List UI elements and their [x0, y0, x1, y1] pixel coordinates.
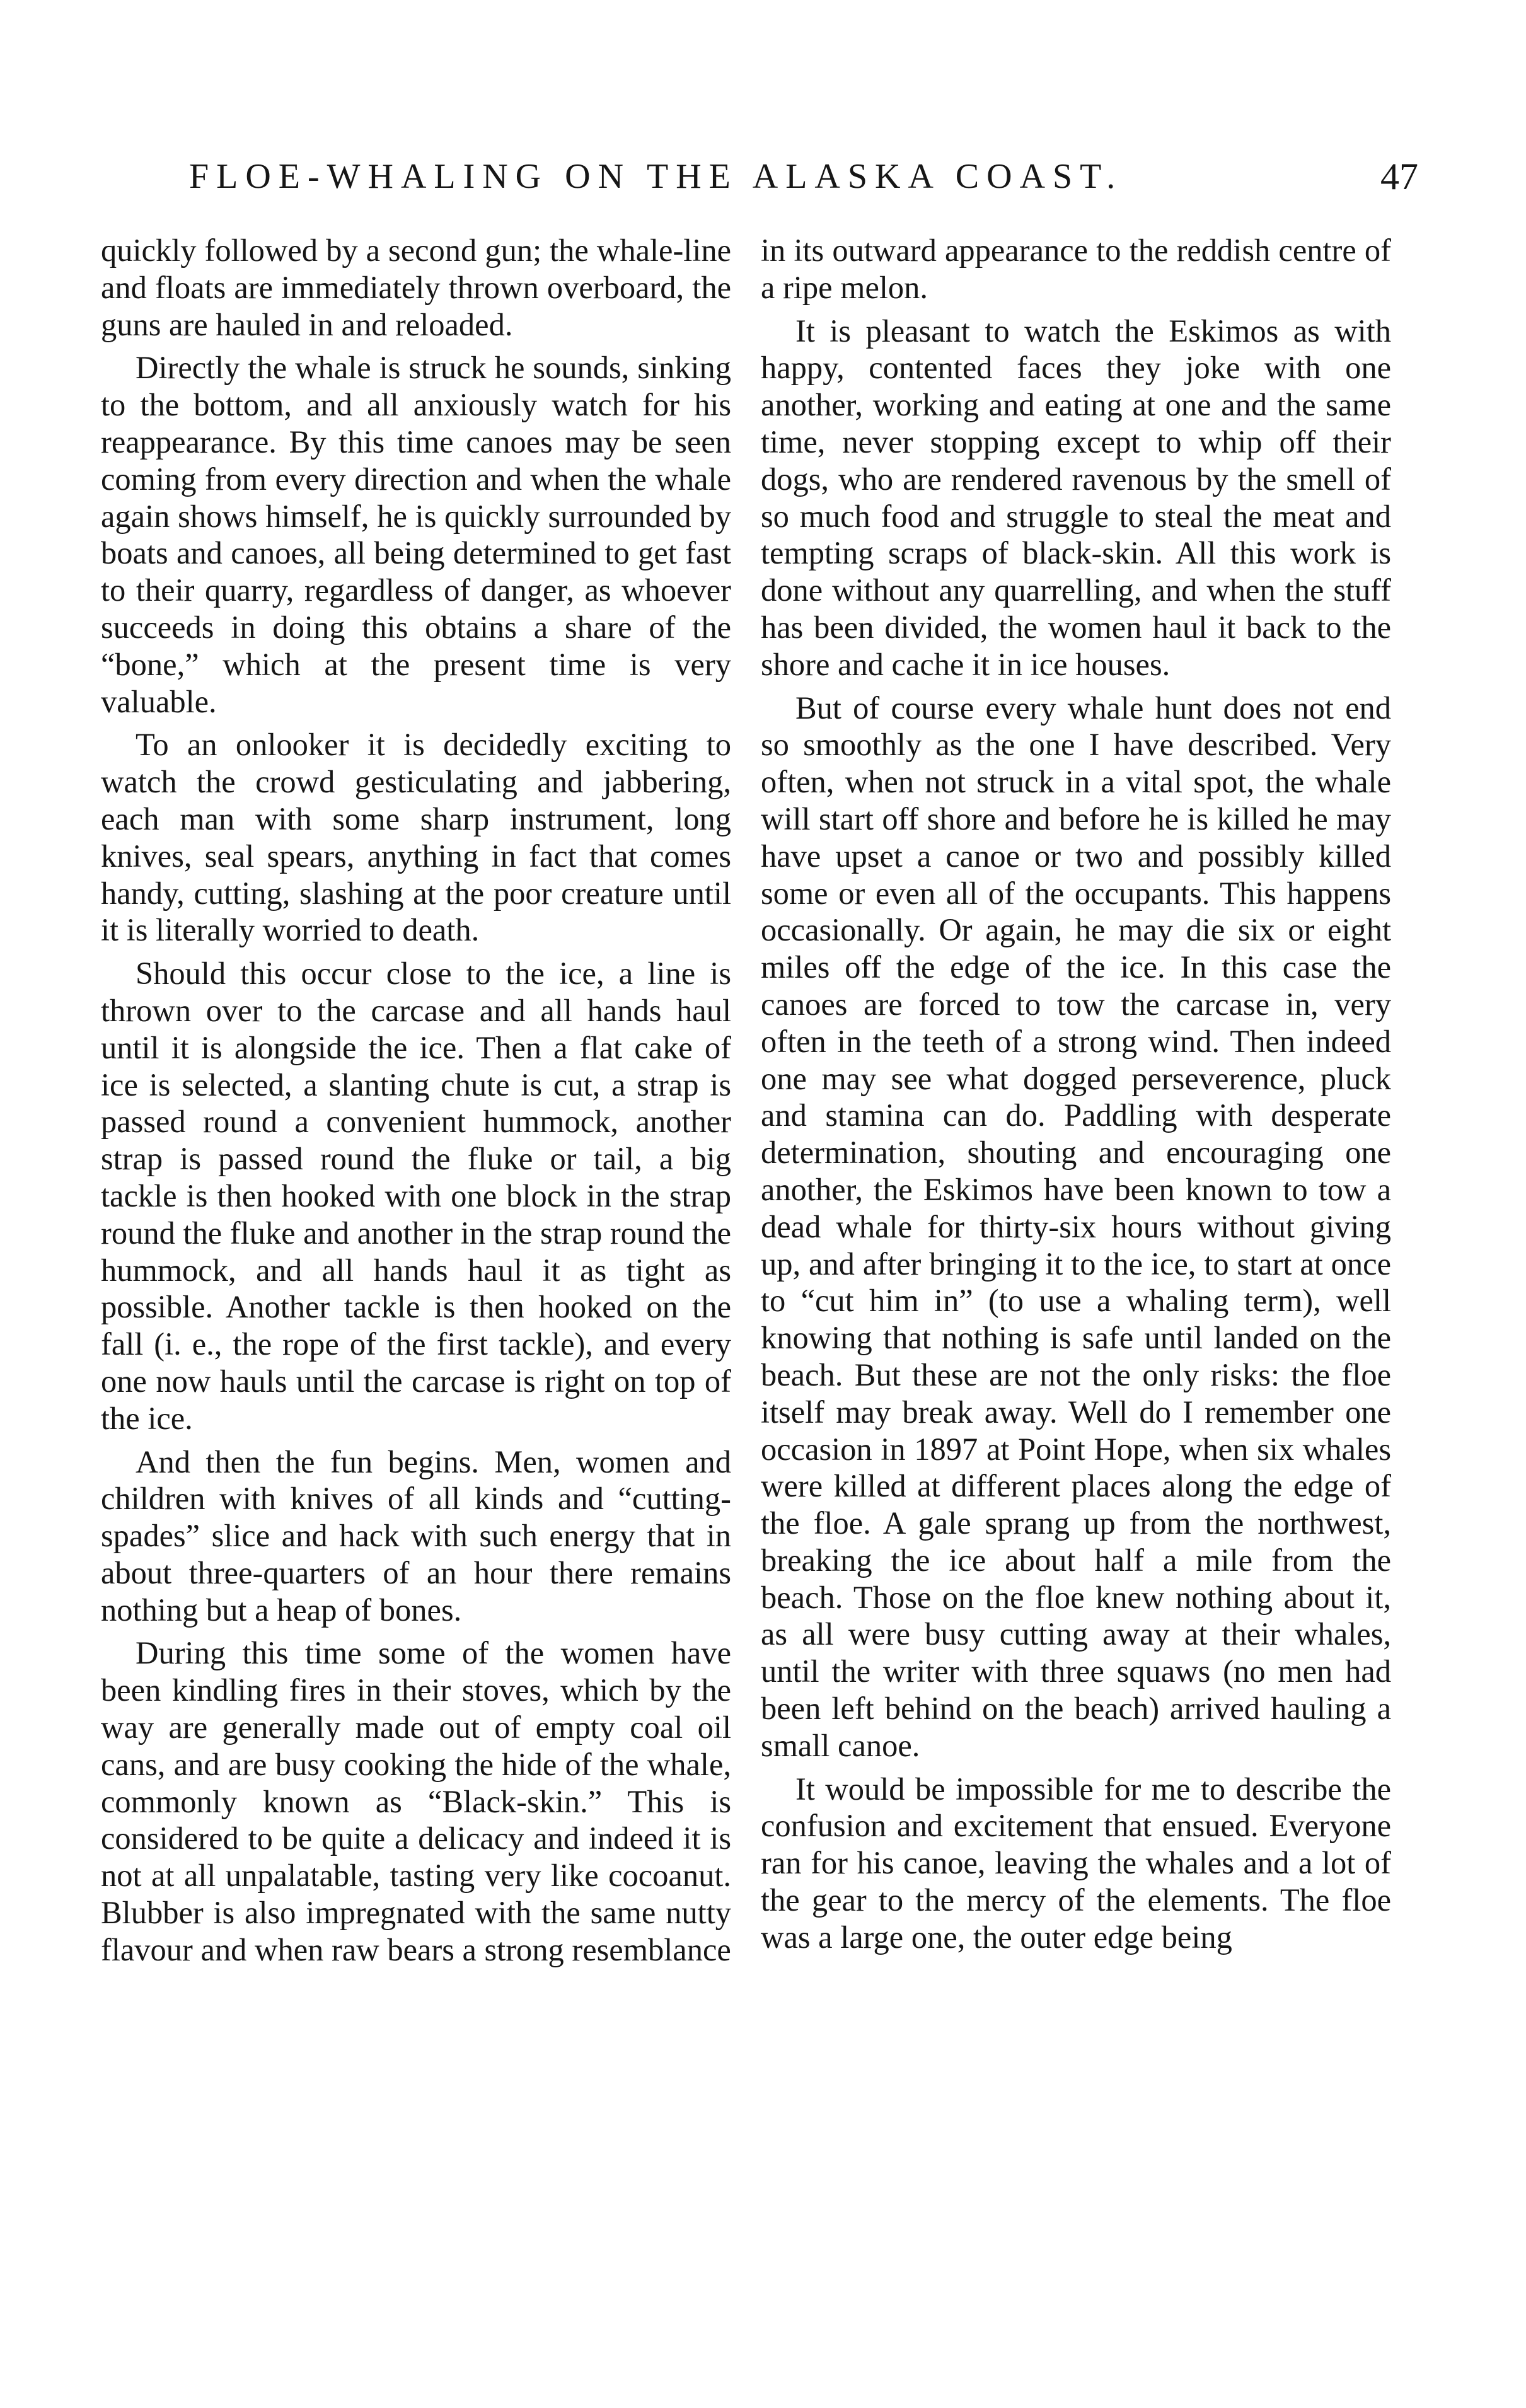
paragraph: It would be impossible for me to describe the confusion and excitement that ensued. Everyone ran for his canoe, leaving the whales and a lot of the gear to the mercy of the elements. The floe was a large one, the outer edge being [761, 1771, 1391, 1955]
paragraph: To an onlooker it is decidedly exciting to watch the crowd gesticulating and jabbering, each man with some sharp instrument, long knives, seal spears, anything in fact that comes handy, cutting, slashing at the poor creature until it is literally worried to death. [101, 727, 731, 948]
left-column [101, 232, 731, 1975]
right-column [761, 232, 1391, 1962]
running-head [189, 151, 1418, 202]
paragraph: Directly the whale is struck he sounds, sinking to the bottom, and all anxiously watch for his reappearance. By this time canoes may be seen coming from every direction and when the whale again shows himself, he is quickly surrounded by boats and canoes, all being determined to get fast to their quarry, regardless of danger, as whoever succeeds in doing this obtains a share of the “bone,” which at the present time is very valuable. [101, 350, 731, 719]
page-number: 47 [1380, 156, 1418, 197]
running-title: FLOE-WHALING ON THE ALASKA COAST. [189, 157, 1123, 196]
paragraph: During this time some of the women have been kindling fires in their stoves, which by the way are generally made out of empty coal oil cans, and are busy cooking the hide of the whale, commonly known as “Black-skin.” This is considered to be quite a delicacy and indeed it is not at all unpalatable, tasting very like cocoanut. Blubber is also impregnated with the same nutty flavour and when raw bears a strong resemblance [101, 1635, 731, 1967]
paragraph: quickly followed by a second gun; the whale-line and floats are immediately thrown overboard, the guns are hauled in and reloaded. [101, 233, 731, 342]
paragraph: And then the fun begins. Men, women and children with knives of all kinds and “cutting-spades” slice and hack with such energy that in about three-quarters of an hour there remains nothing but a heap of bones. [101, 1444, 731, 1628]
paragraph: It is pleasant to watch the Eskimos as with happy, contented faces they joke with one another, working and eating at one and the same time, never stopping except to whip off their dogs, who are rendered ravenous by the smell of so much food and struggle to steal the meat and tempting scraps of black-skin. All this work is done without any quarrelling, and when the stuff has been divided, the women haul it back to the shore and cache it in ice houses. [761, 313, 1391, 682]
paragraph: in its outward appearance to the reddish centre of a ripe melon. [761, 233, 1391, 305]
paragraph: But of course every whale hunt does not end so smoothly as the one I have described. Very often, when not struck in a vital spot, the whale will start off shore and before he is killed he may have upset a canoe or two and possibly killed some or even all of the occupants. This happens occasionally. Or again, he may die six or eight miles off the edge of the ice. In this case the canoes are forced to tow the carcase in, very often in the teeth of a strong wind. Then indeed one may see what dogged perseverence, pluck and stamina can do. Paddling with desperate determination, shouting and encouraging one another, the Eskimos have been known to tow a dead whale for thirty-six hours without giving up, and after bringing it to the ice, to start at once to “cut him in” (to use a whaling term), well knowing that nothing is safe until landed on the beach. But these are not the only risks: the floe itself may break away. Well do I remember one occasion in 1897 at Point Hope, when six whales were killed at different places along the edge of the floe. A gale sprang up from the northwest, breaking the ice about half a mile from the beach. Those on the floe knew nothing about it, as all were busy cutting away at their whales, until the writer with three squaws (no men had been left behind on the beach) arrived hauling a small canoe. [761, 690, 1391, 1763]
paragraph: Should this occur close to the ice, a line is thrown over to the carcase and all hands haul until it is alongside the ice. Then a flat cake of ice is selected, a slanting chute is cut, a strap is passed round a convenient hummock, another strap is passed round the fluke or tail, a big tackle is then hooked with one block in the strap round the fluke and another in the strap round the hummock, and all hands haul it as tight as possible. Another tackle is then hooked on the fall (i. e., the rope of the first tackle), and every one now hauls until the carcase is right on top of the ice. [101, 956, 731, 1436]
